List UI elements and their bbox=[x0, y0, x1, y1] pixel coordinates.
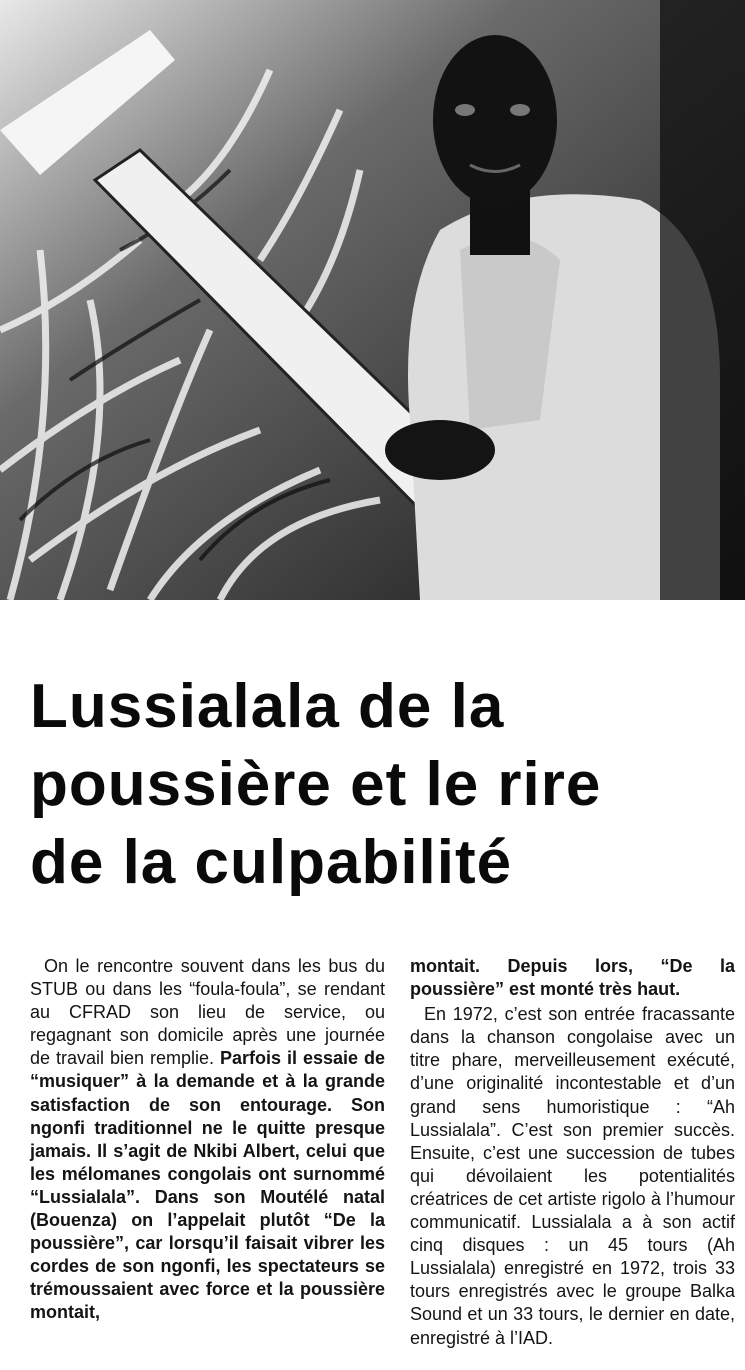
article-headline bbox=[30, 668, 730, 902]
headline-line-3: de la culpabilité bbox=[30, 828, 513, 897]
paragraph-bold-text: Parfois il essaie de “musiquer” à la demande et à la grande satisfaction de son entourage. Son ngonfi traditionnel ne le quitte presque jamais. Il s’agit de Nkibi Albert, celui que les mélomanes congolais ont surnommé “Lussialala”. Dans son Moutélé natal (Bouenza) on l’appelait plutôt “De la poussière”, car lorsqu’il faisait vibrer les cordes de son ngonfi, les spectateurs se trémoussaient avec force et la poussière montait, bbox=[30, 1048, 385, 1323]
article-column-left bbox=[30, 955, 385, 1325]
article-paragraph bbox=[410, 955, 735, 1001]
article-paragraph: En 1972, c’est son entrée fracassante dans la chanson congolaise avec un titre phare, merveilleusement exécuté, d’une originalité incontestable et d’un grand sens humoristique : “Ah Lussialala”. C’est son premier succès. Ensuite, c’est une succession de tubes qui dévoilaient les potentialités créatrices de cet artiste rigolo à l’humour communicatif. Lussialala a à son actif cinq disques : un 45 tours (Ah Lussialala) enregistré en 1972, trois 33 tours enregistrés avec le groupe Balka Sound et un 33 tours, le dernier en date, enregistré à l’IAD. bbox=[410, 1004, 735, 1348]
musician-with-ngonfi-photo-icon bbox=[0, 0, 745, 600]
paragraph-bold-text: montait. Depuis lors, “De la poussière” est monté très haut. bbox=[410, 956, 735, 1000]
paragraph-text: On le rencontre souvent dans les bus du STUB ou dans les “foula-foula”, se rendant au CFRAD son lieu de service, ou regagnant son domicile après une journée de travail bien remplie. bbox=[30, 956, 385, 1069]
article-column-right bbox=[410, 955, 735, 1350]
headline-line-2: poussière et le rire bbox=[30, 750, 602, 819]
headline-line-1: Lussialala de la bbox=[30, 672, 505, 741]
article-photo bbox=[0, 0, 745, 600]
article-paragraph bbox=[30, 955, 385, 1325]
